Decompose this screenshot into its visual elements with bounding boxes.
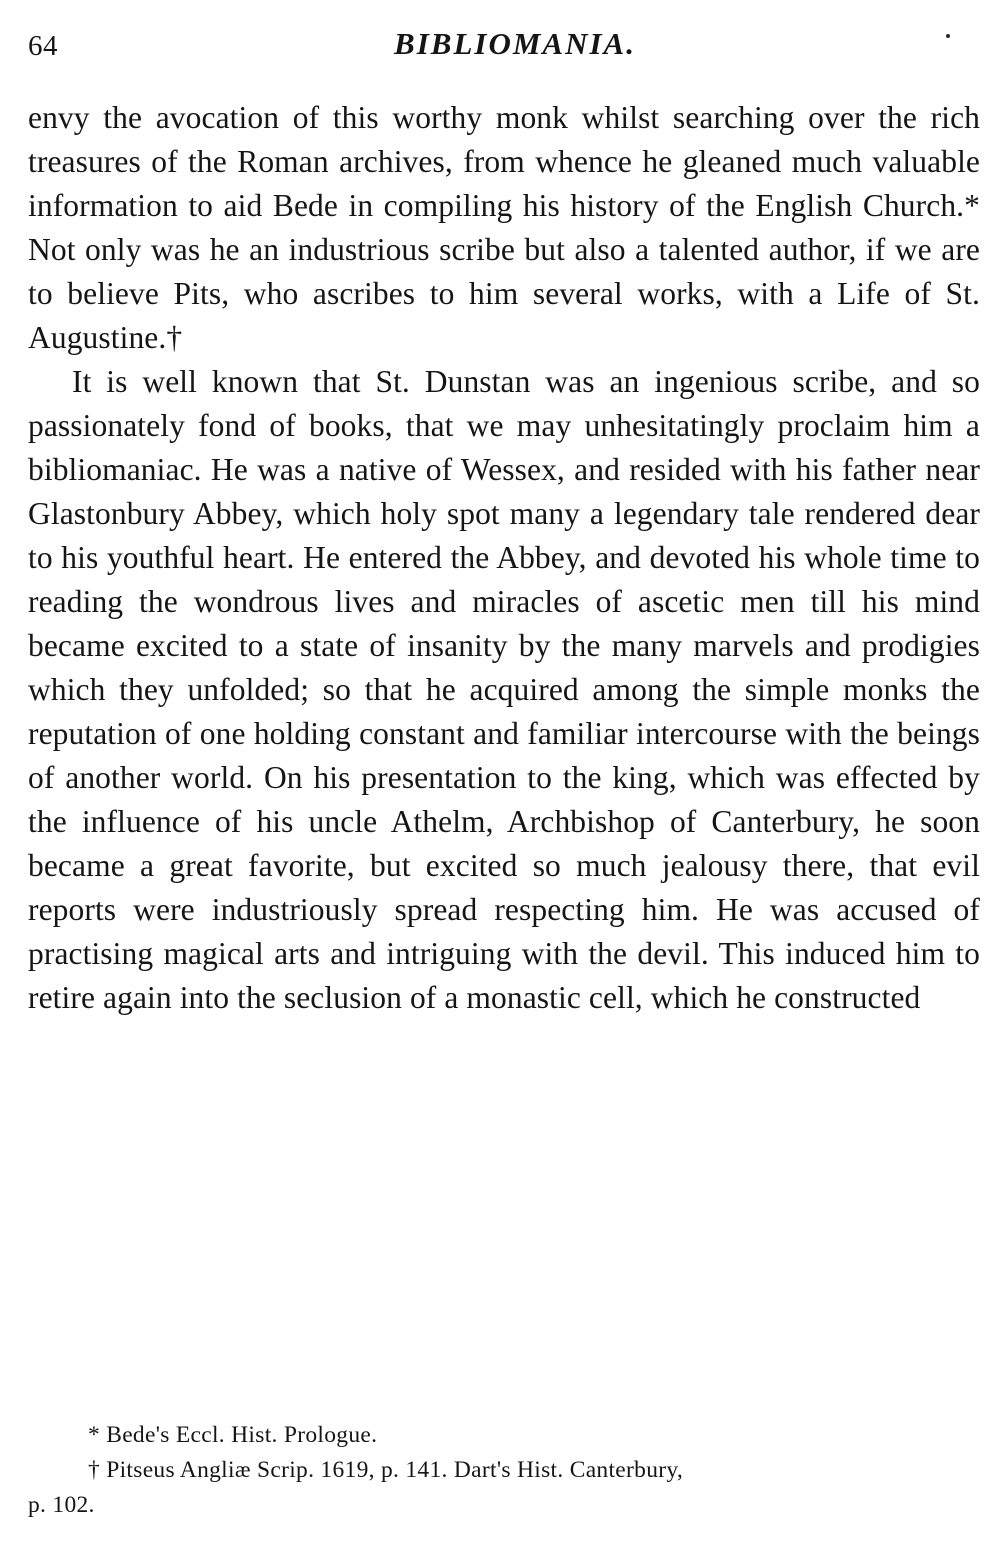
footnote: * Bede's Eccl. Hist. Prologue. (88, 1422, 378, 1448)
margin-dot-mark (946, 34, 950, 38)
footnote-block (28, 1418, 980, 1523)
page-header (28, 26, 972, 68)
page-number: 64 (28, 30, 58, 62)
paragraph: envy the avocation of this worthy monk whilst searching over the rich treasures of the Roman archives, from whence he gleaned much valuable information to aid Bede in compiling his history of the English Church.* Not only was he an industrious scribe but also a talented author, if we are to believe Pits, who ascribes to him several works, with a Life of St. Augustine.† (28, 100, 980, 355)
paragraph: It is well known that St. Dunstan was an ingenious scribe, and so passionately fond of books, that we may unhesitatingly proclaim him a bibliomaniac. He was a native of Wessex, and resided with his father near Glastonbury Abbey, which holy spot many a legendary tale rendered dear to his youthful heart. He entered the Abbey, and devoted his whole time to reading the wondrous lives and miracles of ascetic men till his mind became excited to a state of insanity by the many marvels and prodigies which they unfolded; so that he acquired among the simple monks the reputation of one holding constant and familiar intercourse with the beings of another world. On his presentation to the king, which was effected by the influence of his uncle Athelm, Archbishop of Canterbury, he soon became a great favorite, but excited so much jealousy there, that evil reports were industriously spread respecting him. He was accused of practising magical arts and intriguing with the devil. This induced him to retire again into the seclusion of a monastic cell, which he constructed (28, 364, 980, 1015)
footnote-continuation: p. 102. (28, 1492, 95, 1518)
body-text (28, 96, 980, 1020)
running-title: BIBLIOMANIA. (394, 26, 636, 61)
footnote: † Pitseus Angliæ Scrip. 1619, p. 141. Dart's Hist. Canterbury, (88, 1457, 684, 1483)
